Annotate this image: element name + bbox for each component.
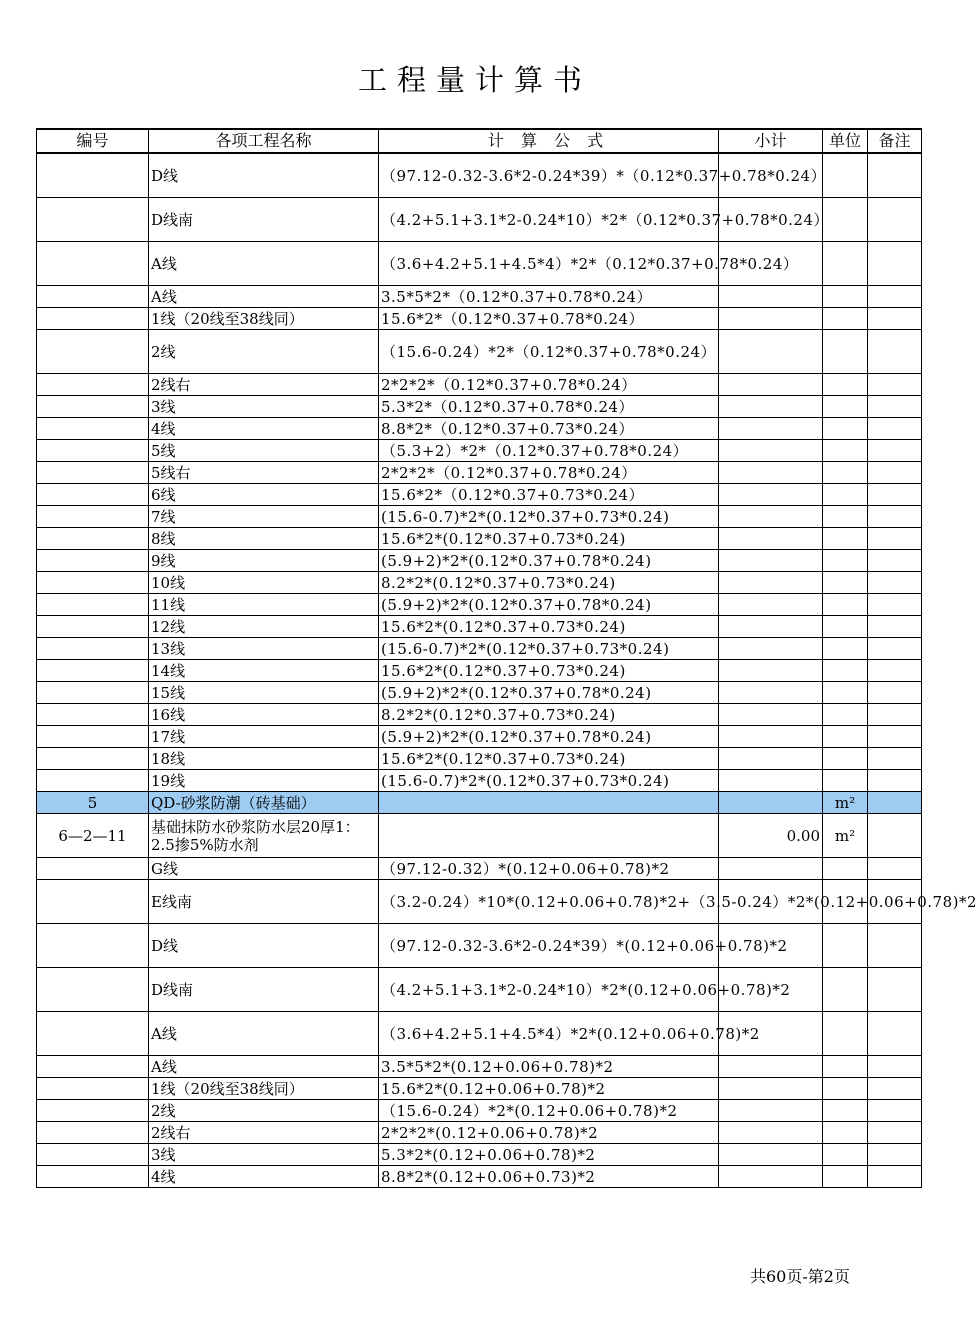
cell-name: 2线 bbox=[149, 330, 379, 374]
header-formula: 计 算 公 式 bbox=[379, 129, 719, 153]
cell-formula: （97.12-0.32-3.6*2-0.24*39）*(0.12+0.06+0.78)*2 bbox=[379, 924, 719, 968]
cell-code bbox=[37, 660, 149, 682]
table-row bbox=[37, 924, 922, 968]
table-row bbox=[37, 572, 922, 594]
cell-subtotal bbox=[719, 308, 823, 330]
cell-formula bbox=[379, 814, 719, 858]
page-number: 共60页-第2页 bbox=[750, 1267, 850, 1286]
cell-formula: 2*2*2*（0.12*0.37+0.78*0.24） bbox=[379, 462, 719, 484]
cell-subtotal bbox=[719, 1078, 823, 1100]
table-row bbox=[37, 1012, 922, 1056]
cell-note bbox=[868, 528, 922, 550]
cell-note bbox=[868, 968, 922, 1012]
table-row bbox=[37, 374, 922, 396]
table-row bbox=[37, 594, 922, 616]
cell-code bbox=[37, 880, 149, 924]
cell-note bbox=[868, 1100, 922, 1122]
cell-subtotal bbox=[719, 726, 823, 748]
cell-name: 9线 bbox=[149, 550, 379, 572]
cell-subtotal bbox=[719, 506, 823, 528]
cell-code bbox=[37, 1166, 149, 1188]
cell-formula: 2*2*2*（0.12*0.37+0.78*0.24） bbox=[379, 374, 719, 396]
cell-code bbox=[37, 638, 149, 660]
cell-formula: 15.6*2*（0.12*0.37+0.78*0.24） bbox=[379, 308, 719, 330]
cell-subtotal bbox=[719, 1144, 823, 1166]
cell-note bbox=[868, 550, 922, 572]
cell-subtotal bbox=[719, 440, 823, 462]
cell-formula: （5.3+2）*2*（0.12*0.37+0.78*0.24） bbox=[379, 440, 719, 462]
cell-note bbox=[868, 374, 922, 396]
cell-code bbox=[37, 704, 149, 726]
cell-subtotal bbox=[719, 770, 823, 792]
cell-note bbox=[868, 1122, 922, 1144]
cell-formula: (5.9+2)*2*(0.12*0.37+0.78*0.24) bbox=[379, 594, 719, 616]
header-unit: 单位 bbox=[823, 129, 868, 153]
table-row bbox=[37, 704, 922, 726]
cell-note bbox=[868, 1078, 922, 1100]
calculation-table bbox=[36, 128, 977, 1188]
cell-formula bbox=[379, 792, 719, 814]
table-header-row bbox=[37, 129, 922, 153]
header-name: 各项工程名称 bbox=[149, 129, 379, 153]
cell-name: A线 bbox=[149, 1012, 379, 1056]
cell-subtotal bbox=[719, 330, 823, 374]
cell-note bbox=[868, 484, 922, 506]
cell-note bbox=[868, 1166, 922, 1188]
cell-subtotal bbox=[719, 682, 823, 704]
cell-formula: (5.9+2)*2*(0.12*0.37+0.78*0.24) bbox=[379, 682, 719, 704]
table-row bbox=[37, 1078, 922, 1100]
cell-unit bbox=[823, 418, 868, 440]
cell-subtotal bbox=[719, 528, 823, 550]
table-row bbox=[37, 528, 922, 550]
cell-subtotal bbox=[719, 418, 823, 440]
cell-unit bbox=[823, 1100, 868, 1122]
cell-formula: （4.2+5.1+3.1*2-0.24*10）*2*（0.12*0.37+0.78*0.24） bbox=[379, 198, 719, 242]
cell-formula: 5.3*2*(0.12+0.06+0.78)*2 bbox=[379, 1144, 719, 1166]
cell-note bbox=[868, 858, 922, 880]
table-row bbox=[37, 242, 922, 286]
cell-note bbox=[868, 814, 922, 858]
cell-unit bbox=[823, 198, 868, 242]
cell-name: E线南 bbox=[149, 880, 379, 924]
cell-code bbox=[37, 924, 149, 968]
cell-note bbox=[868, 330, 922, 374]
cell-name: 7线 bbox=[149, 506, 379, 528]
cell-formula: 2*2*2*(0.12+0.06+0.78)*2 bbox=[379, 1122, 719, 1144]
cell-note bbox=[868, 660, 922, 682]
cell-name: 11线 bbox=[149, 594, 379, 616]
cell-formula: (15.6-0.7)*2*(0.12*0.37+0.73*0.24) bbox=[379, 770, 719, 792]
cell-name: 13线 bbox=[149, 638, 379, 660]
cell-code bbox=[37, 770, 149, 792]
cell-name: D线 bbox=[149, 153, 379, 198]
cell-note bbox=[868, 198, 922, 242]
cell-code bbox=[37, 374, 149, 396]
page-title: 工程量计算书 bbox=[357, 63, 592, 97]
cell-note bbox=[868, 726, 922, 748]
cell-code bbox=[37, 330, 149, 374]
cell-note bbox=[868, 440, 922, 462]
cell-note bbox=[868, 594, 922, 616]
table-row bbox=[37, 1122, 922, 1144]
cell-name: G线 bbox=[149, 858, 379, 880]
cell-subtotal bbox=[719, 792, 823, 814]
table-row bbox=[37, 506, 922, 528]
cell-name: 3线 bbox=[149, 396, 379, 418]
cell-unit bbox=[823, 572, 868, 594]
cell-code bbox=[37, 1122, 149, 1144]
cell-subtotal bbox=[719, 484, 823, 506]
table-row bbox=[37, 330, 922, 374]
cell-name: 19线 bbox=[149, 770, 379, 792]
cell-unit: m² bbox=[823, 792, 868, 814]
cell-formula: 15.6*2*（0.12*0.37+0.73*0.24） bbox=[379, 484, 719, 506]
cell-name: A线 bbox=[149, 1056, 379, 1078]
cell-name: 16线 bbox=[149, 704, 379, 726]
table-row bbox=[37, 198, 922, 242]
cell-code bbox=[37, 153, 149, 198]
cell-formula: （97.12-0.32）*(0.12+0.06+0.78)*2 bbox=[379, 858, 719, 880]
cell-subtotal bbox=[719, 704, 823, 726]
cell-name: 5线 bbox=[149, 440, 379, 462]
cell-name: A线 bbox=[149, 286, 379, 308]
table-row bbox=[37, 550, 922, 572]
table-row bbox=[37, 462, 922, 484]
cell-note bbox=[868, 924, 922, 968]
cell-unit bbox=[823, 484, 868, 506]
table-row bbox=[37, 748, 922, 770]
cell-formula: （4.2+5.1+3.1*2-0.24*10）*2*(0.12+0.06+0.78)*2 bbox=[379, 968, 719, 1012]
cell-unit bbox=[823, 528, 868, 550]
cell-code: 5 bbox=[37, 792, 149, 814]
table-row bbox=[37, 1100, 922, 1122]
cell-unit bbox=[823, 726, 868, 748]
cell-code bbox=[37, 572, 149, 594]
cell-note bbox=[868, 153, 922, 198]
cell-formula: （97.12-0.32-3.6*2-0.24*39）*（0.12*0.37+0.78*0.24） bbox=[379, 153, 719, 198]
cell-code bbox=[37, 550, 149, 572]
cell-name: QD-砂浆防潮（砖基础） bbox=[149, 792, 379, 814]
cell-unit bbox=[823, 286, 868, 308]
cell-unit bbox=[823, 1144, 868, 1166]
cell-code bbox=[37, 682, 149, 704]
cell-formula: （3.6+4.2+5.1+4.5*4）*2*（0.12*0.37+0.78*0.24） bbox=[379, 242, 719, 286]
cell-subtotal bbox=[719, 286, 823, 308]
cell-subtotal bbox=[719, 638, 823, 660]
cell-formula: 8.8*2*（0.12*0.37+0.73*0.24） bbox=[379, 418, 719, 440]
cell-unit bbox=[823, 462, 868, 484]
cell-subtotal bbox=[719, 594, 823, 616]
cell-code bbox=[37, 748, 149, 770]
cell-subtotal bbox=[719, 462, 823, 484]
cell-note bbox=[868, 308, 922, 330]
cell-note bbox=[868, 506, 922, 528]
cell-name: 17线 bbox=[149, 726, 379, 748]
table-row bbox=[37, 770, 922, 792]
cell-name: 4线 bbox=[149, 418, 379, 440]
cell-formula: (5.9+2)*2*(0.12*0.37+0.78*0.24) bbox=[379, 550, 719, 572]
cell-name: D线 bbox=[149, 924, 379, 968]
cell-formula: 15.6*2*(0.12*0.37+0.73*0.24) bbox=[379, 616, 719, 638]
table-row bbox=[37, 660, 922, 682]
cell-unit bbox=[823, 550, 868, 572]
cell-unit bbox=[823, 660, 868, 682]
cell-unit bbox=[823, 704, 868, 726]
cell-subtotal bbox=[719, 550, 823, 572]
table-row bbox=[37, 418, 922, 440]
cell-note bbox=[868, 704, 922, 726]
cell-formula: (5.9+2)*2*(0.12*0.37+0.78*0.24) bbox=[379, 726, 719, 748]
cell-code bbox=[37, 1100, 149, 1122]
cell-name: D线南 bbox=[149, 968, 379, 1012]
cell-unit bbox=[823, 858, 868, 880]
table-row bbox=[37, 1166, 922, 1188]
cell-formula: 8.2*2*(0.12*0.37+0.73*0.24) bbox=[379, 572, 719, 594]
cell-formula: 3.5*5*2*（0.12*0.37+0.78*0.24） bbox=[379, 286, 719, 308]
cell-code bbox=[37, 528, 149, 550]
cell-name: 10线 bbox=[149, 572, 379, 594]
table-row bbox=[37, 484, 922, 506]
cell-name: 8线 bbox=[149, 528, 379, 550]
cell-note bbox=[868, 418, 922, 440]
table-row bbox=[37, 1056, 922, 1078]
cell-unit bbox=[823, 1056, 868, 1078]
cell-unit bbox=[823, 440, 868, 462]
cell-note bbox=[868, 792, 922, 814]
cell-code bbox=[37, 462, 149, 484]
table-row bbox=[37, 153, 922, 198]
cell-subtotal bbox=[719, 660, 823, 682]
cell-unit bbox=[823, 616, 868, 638]
cell-name: 15线 bbox=[149, 682, 379, 704]
cell-subtotal bbox=[719, 748, 823, 770]
cell-name: 12线 bbox=[149, 616, 379, 638]
cell-code bbox=[37, 484, 149, 506]
cell-formula: (15.6-0.7)*2*(0.12*0.37+0.73*0.24) bbox=[379, 506, 719, 528]
cell-name: 5线右 bbox=[149, 462, 379, 484]
cell-note bbox=[868, 462, 922, 484]
cell-formula: （3.2-0.24）*10*(0.12+0.06+0.78)*2+（3.5-0.24）*2*(0.12+0.06+0.78)*2 bbox=[379, 880, 719, 924]
cell-unit bbox=[823, 924, 868, 968]
cell-name: 1线（20线至38线同） bbox=[149, 308, 379, 330]
cell-note bbox=[868, 616, 922, 638]
cell-name: 14线 bbox=[149, 660, 379, 682]
section-row bbox=[37, 792, 922, 814]
cell-name: 3线 bbox=[149, 1144, 379, 1166]
cell-subtotal bbox=[719, 1122, 823, 1144]
table-row bbox=[37, 1144, 922, 1166]
cell-code bbox=[37, 506, 149, 528]
cell-note bbox=[868, 1056, 922, 1078]
table-row bbox=[37, 682, 922, 704]
cell-code bbox=[37, 1056, 149, 1078]
cell-subtotal bbox=[719, 396, 823, 418]
cell-name: 2线右 bbox=[149, 374, 379, 396]
cell-unit bbox=[823, 682, 868, 704]
cell-code bbox=[37, 968, 149, 1012]
cell-note bbox=[868, 748, 922, 770]
cell-code: 6—2—11 bbox=[37, 814, 149, 858]
table-body bbox=[37, 153, 977, 1188]
table-row bbox=[37, 968, 922, 1012]
cell-subtotal bbox=[719, 616, 823, 638]
cell-name: 2线 bbox=[149, 1100, 379, 1122]
header-code: 编号 bbox=[37, 129, 149, 153]
table-row bbox=[37, 396, 922, 418]
cell-name: 1线（20线至38线同） bbox=[149, 1078, 379, 1100]
cell-subtotal bbox=[719, 1100, 823, 1122]
header-note: 备注 bbox=[868, 129, 922, 153]
cell-unit bbox=[823, 1078, 868, 1100]
cell-unit bbox=[823, 770, 868, 792]
cell-code bbox=[37, 1078, 149, 1100]
cell-code bbox=[37, 616, 149, 638]
cell-unit bbox=[823, 638, 868, 660]
cell-note bbox=[868, 770, 922, 792]
cell-subtotal: 0.00 bbox=[719, 814, 823, 858]
cell-code bbox=[37, 726, 149, 748]
cell-unit bbox=[823, 594, 868, 616]
header-subtotal: 小计 bbox=[719, 129, 823, 153]
cell-formula: 5.3*2*（0.12*0.37+0.78*0.24） bbox=[379, 396, 719, 418]
cell-formula: 8.8*2*(0.12+0.06+0.73)*2 bbox=[379, 1166, 719, 1188]
cell-formula: 15.6*2*(0.12*0.37+0.73*0.24) bbox=[379, 528, 719, 550]
cell-code bbox=[37, 198, 149, 242]
cell-unit bbox=[823, 374, 868, 396]
table-row bbox=[37, 880, 922, 924]
cell-unit bbox=[823, 242, 868, 286]
cell-code bbox=[37, 308, 149, 330]
cell-unit bbox=[823, 330, 868, 374]
cell-note bbox=[868, 242, 922, 286]
cell-code bbox=[37, 594, 149, 616]
table-row bbox=[37, 638, 922, 660]
cell-formula: 8.2*2*(0.12*0.37+0.73*0.24) bbox=[379, 704, 719, 726]
cell-note bbox=[868, 1012, 922, 1056]
table-row bbox=[37, 814, 922, 858]
cell-note bbox=[868, 286, 922, 308]
cell-formula: (15.6-0.7)*2*(0.12*0.37+0.73*0.24) bbox=[379, 638, 719, 660]
cell-subtotal bbox=[719, 1056, 823, 1078]
cell-unit bbox=[823, 308, 868, 330]
table-row bbox=[37, 440, 922, 462]
cell-note bbox=[868, 1144, 922, 1166]
cell-name: 4线 bbox=[149, 1166, 379, 1188]
cell-unit bbox=[823, 1166, 868, 1188]
cell-unit bbox=[823, 153, 868, 198]
cell-note bbox=[868, 682, 922, 704]
cell-unit bbox=[823, 968, 868, 1012]
cell-subtotal bbox=[719, 858, 823, 880]
cell-name: 6线 bbox=[149, 484, 379, 506]
cell-code bbox=[37, 858, 149, 880]
cell-unit bbox=[823, 506, 868, 528]
cell-formula: （15.6-0.24）*2*（0.12*0.37+0.78*0.24） bbox=[379, 330, 719, 374]
cell-name: A线 bbox=[149, 242, 379, 286]
cell-formula: （15.6-0.24）*2*(0.12+0.06+0.78)*2 bbox=[379, 1100, 719, 1122]
cell-code bbox=[37, 286, 149, 308]
cell-note bbox=[868, 396, 922, 418]
cell-formula: 15.6*2*(0.12*0.37+0.73*0.24) bbox=[379, 748, 719, 770]
table-row bbox=[37, 308, 922, 330]
cell-subtotal bbox=[719, 572, 823, 594]
cell-name: D线南 bbox=[149, 198, 379, 242]
cell-code bbox=[37, 1144, 149, 1166]
cell-unit bbox=[823, 1122, 868, 1144]
cell-unit bbox=[823, 396, 868, 418]
cell-code bbox=[37, 440, 149, 462]
table-row bbox=[37, 858, 922, 880]
cell-code bbox=[37, 242, 149, 286]
cell-subtotal bbox=[719, 374, 823, 396]
cell-note bbox=[868, 638, 922, 660]
cell-name: 18线 bbox=[149, 748, 379, 770]
cell-formula: 15.6*2*(0.12*0.37+0.73*0.24) bbox=[379, 660, 719, 682]
table-row bbox=[37, 286, 922, 308]
table-row bbox=[37, 726, 922, 748]
cell-note bbox=[868, 572, 922, 594]
cell-name: 基础抹防水砂浆防水层20厚1：2.5掺5%防水剂 bbox=[149, 814, 379, 858]
cell-unit bbox=[823, 1012, 868, 1056]
cell-unit bbox=[823, 748, 868, 770]
cell-unit: m² bbox=[823, 814, 868, 858]
cell-formula: 15.6*2*(0.12+0.06+0.78)*2 bbox=[379, 1078, 719, 1100]
cell-code bbox=[37, 1012, 149, 1056]
table-row bbox=[37, 616, 922, 638]
cell-name: 2线右 bbox=[149, 1122, 379, 1144]
cell-code bbox=[37, 418, 149, 440]
cell-subtotal bbox=[719, 1166, 823, 1188]
cell-code bbox=[37, 396, 149, 418]
cell-formula: 3.5*5*2*(0.12+0.06+0.78)*2 bbox=[379, 1056, 719, 1078]
cell-formula: （3.6+4.2+5.1+4.5*4）*2*(0.12+0.06+0.78)*2 bbox=[379, 1012, 719, 1056]
